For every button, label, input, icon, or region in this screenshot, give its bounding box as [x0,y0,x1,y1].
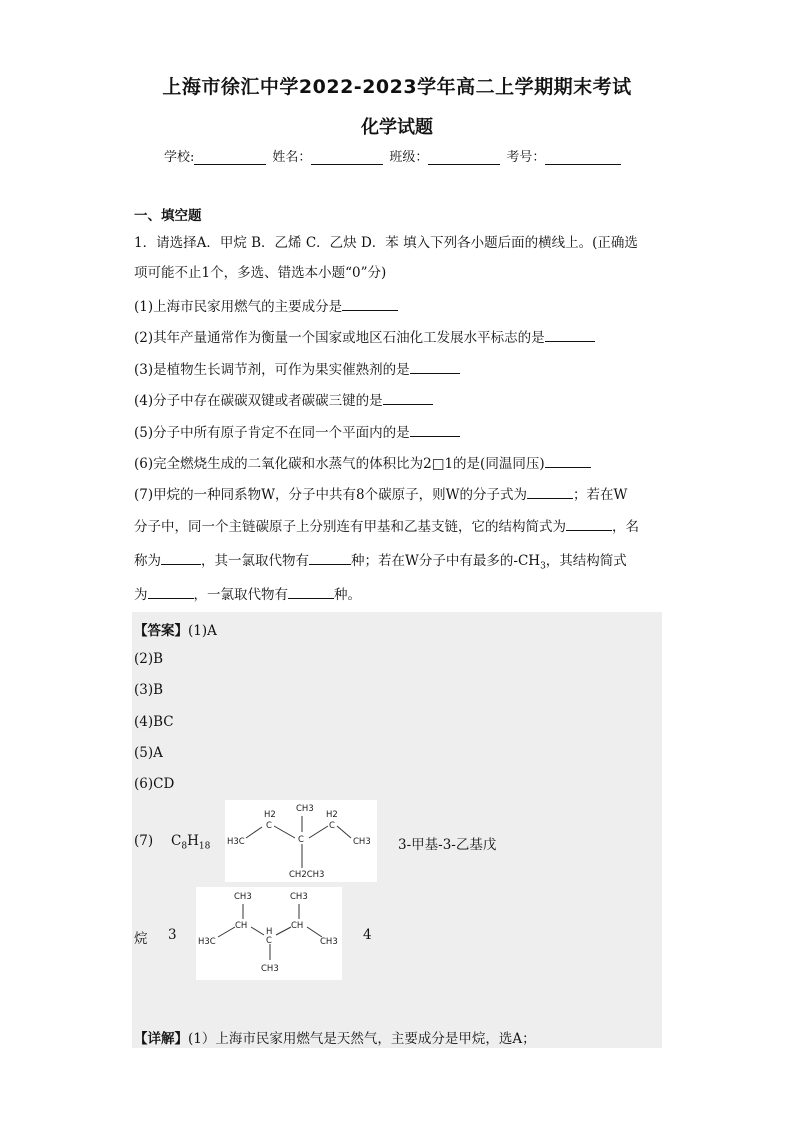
section-heading: 一、填空题 [134,208,202,224]
question-7-line4 [134,584,361,605]
formula-h: H [187,833,199,849]
question-1 [134,296,398,317]
answer-2: (2)B [134,651,164,667]
document-subtitle: 化学试题 [361,117,433,138]
q7-text: ，其一氯取代物有 [201,553,309,569]
class-label: 班级： [389,150,429,165]
answer-blank [566,516,612,531]
question-5 [134,422,460,443]
struct1-c-right: C [329,821,335,831]
structure-1-svg [225,800,377,882]
answer-1 [134,619,217,639]
answer-blank [148,584,194,599]
question-intro-line2: 项可能不止1个，多选、错选本小题“0”分) [134,265,387,281]
answer-blank [410,422,460,437]
iupac-name-part2: 烷 [134,931,148,947]
answer-blank [545,327,595,342]
document-title: 上海市徐汇中学2022-2023学年高二上学期期末考试 [162,76,632,98]
answer-blank [410,359,460,374]
q7-text: 种。 [334,587,361,603]
formula-c-sub: 8 [181,841,188,852]
answer-blank [309,550,351,565]
q7-text: ，名 [612,519,639,535]
struct1-h2-left: H2 [264,810,276,820]
struct1-ch3-right: CH3 [353,837,371,847]
struct1-ch2ch3: CH2CH3 [289,870,325,880]
detail-text: (1）上海市民家用燃气是天然气，主要成分是甲烷，选A； [188,1031,536,1047]
question-6-text: (6)完全燃烧生成的二氧化碳和水蒸气的体积比为2□1的是(同温同压) [134,456,545,472]
struct2-ch3-bottom: CH3 [261,964,279,974]
school-label: 学校: [164,150,195,165]
answer-blank [161,550,201,565]
struct2-ch-right: CH [291,921,304,931]
question-3 [134,359,460,380]
name-blank [311,150,383,165]
q7-text: (7)甲烷的一种同系物W，分子中共有8个碳原子，则W的分子式为 [134,487,527,503]
id-label: 考号： [506,150,546,165]
question-2 [134,327,595,348]
q7-text: 种；若在W分子中有最多的 [351,553,514,569]
answer-blank [545,453,591,468]
q7-text: 称为 [134,553,161,569]
struct1-c-center: C [298,835,304,845]
name-label: 姓名： [272,150,312,165]
question-7-line3 [134,550,627,577]
formula-c: C [171,833,182,849]
question-2-text: (2)其年产量通常作为衡量一个国家或地区石油化工发展水平标志的是 [134,330,545,346]
question-intro-line1: 1．请选择A．甲烷 B．乙烯 C．乙炔 D．苯 填入下列各小题后面的横线上。(正确选 [134,235,638,251]
answer-6: (6)CD [134,776,175,792]
struct1-h2-right: H2 [326,810,338,820]
iupac-name-part1: 3-甲基-3-乙基戊 [398,837,497,853]
class-blank [428,150,500,165]
q7-text: ，一氯取代物有 [193,587,288,603]
structure-2-3-4-trimethylpentane [196,887,342,980]
ch3-subscript: 3 [540,561,546,572]
ch3-group: -CH [513,553,541,569]
answer-1-text: (1)A [188,623,217,639]
question-4-text: (4)分子中存在碳碳双键或者碳碳三键的是 [134,393,383,409]
answer-4: (4)BC [134,714,174,730]
student-info-row [164,146,627,165]
id-blank [545,150,621,165]
struct1-ch3-top: CH3 [296,804,314,814]
q7-text: 为 [134,587,148,603]
detail-line [134,1027,536,1047]
answer-blank [342,296,398,311]
molecular-formula [171,833,210,852]
question-5-text: (5)分子中所有原子肯定不在同一个平面内的是 [134,425,410,441]
question-7-line2 [134,516,639,537]
question-3-text: (3)是植物生长调节剂，可作为果实催熟剂的是 [134,362,410,378]
answer-5: (5)A [134,745,163,761]
question-6 [134,453,591,474]
question-7-line1 [134,484,627,505]
answer-3: (3)B [134,682,164,698]
struct2-ch-left: CH [235,921,248,931]
struct1-c-left: C [266,821,272,831]
structure-3-methyl-3-ethylpentane [225,800,377,882]
answer-panel [132,612,662,1048]
formula-h-sub: 18 [198,841,211,852]
answer-blank [288,584,334,599]
answer-label: 【答案】 [134,623,188,639]
struct2-c-mid: C [266,936,272,946]
question-4 [134,390,433,411]
struct2-h-mid: H [266,927,273,937]
struct2-ch3-top-right: CH3 [290,892,308,902]
structure-2-svg [196,887,342,980]
struct1-h3c: H3C [227,837,245,847]
struct2-ch3-top-left: CH3 [234,892,252,902]
struct2-h3c: H3C [198,937,216,947]
answer-blank [527,484,573,499]
answer-blank [383,390,433,405]
q7-text: ；若在W [572,487,628,503]
chloro-count-2: 4 [363,927,372,943]
chloro-count-1: 3 [168,927,177,943]
detail-label: 【详解】 [134,1031,188,1047]
q7-text: ，其结构简式 [545,553,627,569]
q7-text: 分子中，同一个主链碳原子上分别连有甲基和乙基支链，它的结构简式为 [134,519,566,535]
struct2-ch3-right: CH3 [320,937,338,947]
question-1-text: (1)上海市民家用燃气的主要成分是 [134,299,343,315]
school-blank [194,150,266,165]
answer-7-number: (7) [134,833,154,849]
